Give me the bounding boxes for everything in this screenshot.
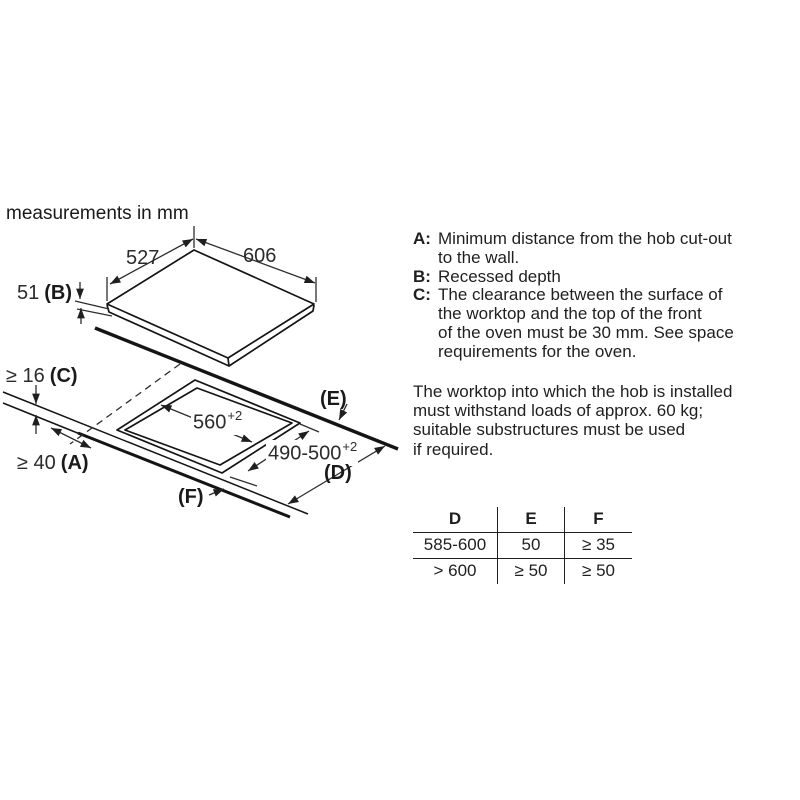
dim-label-527: 527 [126, 247, 160, 269]
table-cell: ≥ 50 [582, 561, 615, 580]
legend-item-b [413, 268, 791, 287]
table-cell: 585-600 [413, 533, 498, 559]
paragraph-line: if required. [413, 439, 494, 459]
legend-item-label: A: [413, 229, 431, 248]
legend-item-text: requirements for the oven. [438, 341, 637, 361]
dim-label-606: 606 [243, 245, 277, 267]
dim-letter: (B) [44, 282, 73, 304]
dim-label-cutout-width-560 [191, 409, 243, 435]
dim-tolerance: +2 [342, 439, 358, 454]
dim-label-d: (D) [324, 462, 352, 484]
table-header-d: D [413, 507, 498, 533]
dim-tolerance: +2 [227, 408, 243, 423]
legend-item-text: Recessed depth [438, 266, 561, 286]
legend-item-text: of the oven must be 30 mm. See space [438, 322, 734, 342]
dim-label-wall-gap-c [6, 365, 78, 388]
dim-value: 51 [17, 282, 40, 304]
table-header-f: F [565, 507, 633, 533]
dim-letter: (A) [60, 452, 89, 474]
legend-item-label: C: [413, 285, 431, 305]
dim-label-f: (F) [178, 486, 204, 508]
worktop-load-paragraph [413, 382, 791, 459]
table-row [413, 533, 632, 559]
paragraph-line: must withstand loads of approx. 60 kg; [413, 401, 704, 421]
legend-item-a [413, 230, 791, 249]
legend-item-label: B: [413, 266, 431, 286]
table-row [413, 559, 632, 585]
dim-value: ≥ 40 [17, 452, 56, 474]
measurements-note: measurements in mm [6, 203, 189, 224]
paragraph-line: The worktop into which the hob is installed [413, 382, 733, 401]
table-header-row [413, 507, 632, 533]
dim-label-recessed-depth-b [17, 282, 72, 305]
dim-value: 560 [193, 411, 227, 434]
dim-label-wall-distance-a [17, 452, 89, 475]
table-header-e: E [498, 507, 565, 533]
dim-value: 490-500 [268, 442, 342, 465]
table-cell: 50 [498, 533, 565, 559]
table-cell: > 600 [413, 559, 498, 585]
legend-item-text: the worktop and the top of the front [438, 304, 702, 324]
legend-block [413, 230, 791, 362]
dim-letter: (C) [49, 365, 78, 387]
legend-item-c [413, 286, 791, 305]
table-cell: ≥ 50 [498, 559, 565, 585]
legend-item-text: Minimum distance from the hob cut-out [438, 229, 732, 248]
dim-value: ≥ 16 [6, 365, 45, 387]
table-cell: ≥ 35 [565, 533, 633, 559]
legend-item-text: The clearance between the surface of [438, 285, 723, 305]
dim-label-e: (E) [320, 388, 347, 410]
legend-item-text: to the wall. [438, 247, 520, 267]
def-dimension-table [413, 507, 632, 584]
paragraph-line: suitable substructures must be used [413, 420, 686, 440]
